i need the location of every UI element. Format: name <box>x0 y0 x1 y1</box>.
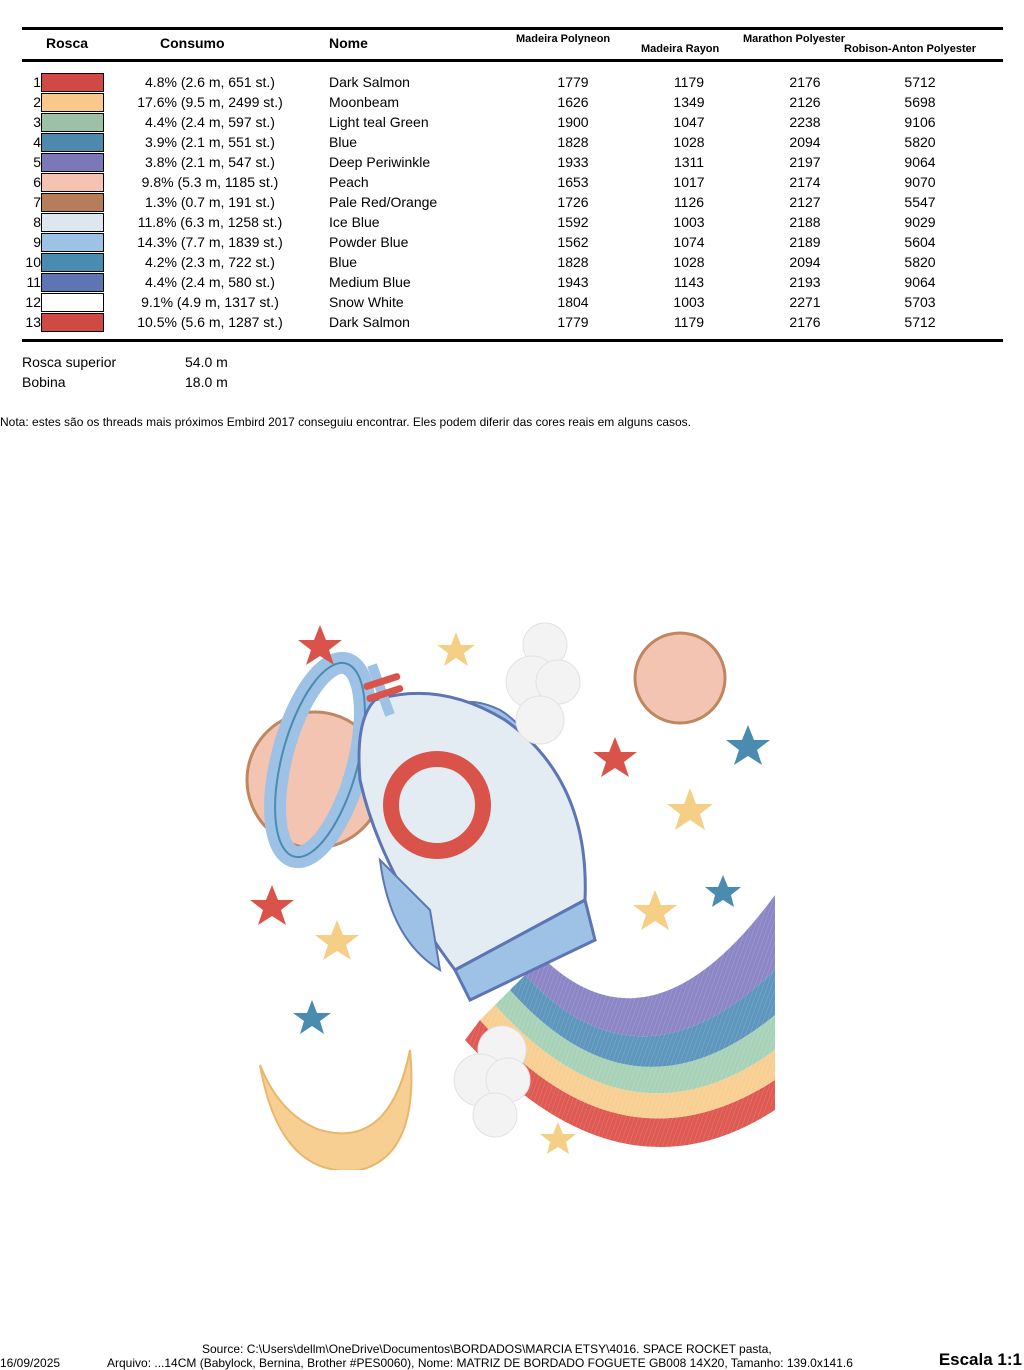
marathon-polyester-code: 2174 <box>789 174 821 190</box>
madeira-polyneon-code: 1779 <box>557 74 589 90</box>
consumption: 11.8% (6.3 m, 1258 st.) <box>137 214 283 230</box>
madeira-polyneon-code: 1828 <box>557 254 589 270</box>
thread-name: Dark Salmon <box>329 314 410 330</box>
robison-anton-code: 5820 <box>904 134 936 150</box>
rosca-superior-value: 54.0 m <box>185 354 228 370</box>
thread-name: Moonbeam <box>329 94 400 110</box>
consumption: 4.4% (2.4 m, 597 st.) <box>145 114 275 130</box>
color-swatch <box>41 73 104 92</box>
thread-number: 13 <box>25 314 41 330</box>
cloud-icon <box>506 623 580 744</box>
marathon-polyester-code: 2189 <box>789 234 821 250</box>
marathon-polyester-code: 2176 <box>789 314 821 330</box>
scale-label: Escala 1:1 <box>938 1350 1022 1369</box>
header-nome: Nome <box>329 35 368 51</box>
header-consumo: Consumo <box>160 35 225 51</box>
thread-name: Dark Salmon <box>329 74 410 90</box>
thread-name: Blue <box>329 254 358 270</box>
table-row <box>0 192 1024 212</box>
thread-name: Ice Blue <box>329 214 380 230</box>
thread-number: 6 <box>33 174 41 190</box>
rosca-superior-label: Rosca superior <box>22 354 117 370</box>
madeira-rayon-code: 1003 <box>673 214 705 230</box>
robison-anton-code: 5547 <box>904 194 936 210</box>
madeira-rayon-code: 1003 <box>673 294 705 310</box>
madeira-polyneon-code: 1653 <box>557 174 589 190</box>
color-swatch <box>41 173 104 192</box>
table-row <box>0 152 1024 172</box>
color-swatch <box>41 213 104 232</box>
thread-number: 5 <box>33 154 41 170</box>
table-row <box>0 132 1024 152</box>
madeira-polyneon-code: 1828 <box>557 134 589 150</box>
marathon-polyester-code: 2094 <box>789 254 821 270</box>
footer-date: 16/09/2025 <box>0 1356 61 1370</box>
madeira-polyneon-code: 1779 <box>557 314 589 330</box>
marathon-polyester-code: 2094 <box>789 134 821 150</box>
marathon-polyester-code: 2127 <box>789 194 821 210</box>
color-swatch <box>41 313 104 332</box>
bobina-label: Bobina <box>22 374 66 390</box>
table-row <box>0 92 1024 112</box>
robison-anton-code: 5712 <box>904 74 936 90</box>
marathon-polyester-code: 2271 <box>789 294 821 310</box>
madeira-rayon-code: 1143 <box>673 274 705 290</box>
madeira-rayon-code: 1074 <box>673 234 705 250</box>
thread-name: Powder Blue <box>329 234 409 250</box>
color-swatch <box>41 133 104 152</box>
marathon-polyester-code: 2238 <box>789 114 821 130</box>
thread-number: 2 <box>33 94 41 110</box>
thread-number: 9 <box>33 234 41 250</box>
consumption: 3.8% (2.1 m, 547 st.) <box>145 154 275 170</box>
table-bottom-rule <box>22 339 1003 342</box>
peach-planet-icon <box>635 633 725 723</box>
madeira-polyneon-code: 1592 <box>557 214 589 230</box>
color-swatch <box>41 233 104 252</box>
thread-name: Peach <box>329 174 369 190</box>
thread-name: Medium Blue <box>329 274 411 290</box>
madeira-rayon-code: 1028 <box>673 254 705 270</box>
consumption: 10.5% (5.6 m, 1287 st.) <box>137 314 283 330</box>
table-row <box>0 232 1024 252</box>
madeira-rayon-code: 1047 <box>673 114 705 130</box>
madeira-polyneon-code: 1726 <box>557 194 589 210</box>
header-madeira-rayon: Madeira Rayon <box>641 43 720 55</box>
madeira-polyneon-code: 1943 <box>557 274 589 290</box>
marathon-polyester-code: 2193 <box>789 274 821 290</box>
madeira-polyneon-code: 1804 <box>557 294 589 310</box>
color-swatch <box>41 253 104 272</box>
header-marathon-polyester: Marathon Polyester <box>743 33 846 45</box>
consumption: 17.6% (9.5 m, 2499 st.) <box>137 94 283 110</box>
table-row <box>0 112 1024 132</box>
thread-name: Snow White <box>329 294 404 310</box>
madeira-rayon-code: 1179 <box>673 74 705 90</box>
marathon-polyester-code: 2197 <box>789 154 821 170</box>
thread-number: 3 <box>33 114 41 130</box>
consumption: 4.8% (2.6 m, 651 st.) <box>145 74 275 90</box>
table-header-rule <box>22 59 1003 62</box>
robison-anton-code: 9029 <box>904 214 936 230</box>
footer-source: Source: C:\Users\dellm\OneDrive\Documentos\BORDADOS\MARCIA ETSY\4016. SPACE ROCKET pasta, <box>202 1342 772 1356</box>
color-swatch <box>41 113 104 132</box>
marathon-polyester-code: 2188 <box>789 214 821 230</box>
moon-icon <box>260 1050 411 1170</box>
robison-anton-code: 5698 <box>904 94 936 110</box>
marathon-polyester-code: 2126 <box>789 94 821 110</box>
madeira-rayon-code: 1028 <box>673 134 705 150</box>
table-row <box>0 72 1024 92</box>
robison-anton-code: 5703 <box>904 294 936 310</box>
thread-number: 12 <box>25 294 41 310</box>
header-robison-anton-polyester: Robison-Anton Polyester <box>844 43 977 55</box>
robison-anton-code: 9064 <box>904 274 936 290</box>
madeira-polyneon-code: 1626 <box>557 94 589 110</box>
marathon-polyester-code: 2176 <box>789 74 821 90</box>
robison-anton-code: 9064 <box>904 154 936 170</box>
madeira-rayon-code: 1126 <box>673 194 705 210</box>
header-rosca: Rosca <box>46 35 89 51</box>
table-row <box>0 172 1024 192</box>
thread-number: 1 <box>33 74 41 90</box>
table-row <box>0 292 1024 312</box>
consumption: 14.3% (7.7 m, 1839 st.) <box>137 234 283 250</box>
table-row <box>0 312 1024 332</box>
thread-number: 10 <box>25 254 41 270</box>
table-row <box>0 272 1024 292</box>
color-swatch <box>41 93 104 112</box>
table-row <box>0 252 1024 272</box>
consumption: 4.4% (2.4 m, 580 st.) <box>145 274 275 290</box>
consumption: 9.1% (4.9 m, 1317 st.) <box>141 294 279 310</box>
embroidery-preview-image <box>240 610 790 1170</box>
robison-anton-code: 5712 <box>904 314 936 330</box>
thread-note: Nota: estes são os threads mais próximos Embird 2017 conseguiu encontrar. Eles podem diferir das cores reais em alguns casos. <box>0 415 692 429</box>
madeira-polyneon-code: 1933 <box>557 154 589 170</box>
header-madeira-polyneon: Madeira Polyneon <box>516 33 611 45</box>
madeira-rayon-code: 1017 <box>673 174 705 190</box>
thread-name: Blue <box>329 134 358 150</box>
bobina-value: 18.0 m <box>185 374 228 390</box>
color-swatch <box>41 153 104 172</box>
color-swatch <box>41 273 104 292</box>
robison-anton-code: 9106 <box>904 114 936 130</box>
consumption: 3.9% (2.1 m, 551 st.) <box>145 134 275 150</box>
madeira-polyneon-code: 1562 <box>557 234 589 250</box>
thread-name: Pale Red/Orange <box>329 194 438 210</box>
thread-name: Deep Periwinkle <box>329 154 431 170</box>
thread-number: 4 <box>33 134 41 150</box>
thread-number: 8 <box>33 214 41 230</box>
thread-number: 7 <box>33 194 41 210</box>
table-top-rule <box>22 27 1003 30</box>
madeira-rayon-code: 1349 <box>673 94 705 110</box>
thread-name: Light teal Green <box>329 114 429 130</box>
consumption: 9.8% (5.3 m, 1185 st.) <box>141 174 279 190</box>
robison-anton-code: 5820 <box>904 254 936 270</box>
thread-number: 11 <box>26 274 41 290</box>
consumption: 4.2% (2.3 m, 722 st.) <box>145 254 275 270</box>
madeira-rayon-code: 1311 <box>673 154 705 170</box>
robison-anton-code: 9070 <box>904 174 936 190</box>
madeira-rayon-code: 1179 <box>673 314 705 330</box>
madeira-polyneon-code: 1900 <box>557 114 589 130</box>
color-swatch <box>41 193 104 212</box>
color-swatch <box>41 293 104 312</box>
consumption: 1.3% (0.7 m, 191 st.) <box>145 194 275 210</box>
robison-anton-code: 5604 <box>904 234 936 250</box>
table-row <box>0 212 1024 232</box>
footer-arquivo: Arquivo: ...14CM (Babylock, Bernina, Brother #PES0060), Nome: MATRIZ DE BORDADO FOGUETE GB008 14X20, Tamanho: 139.0x141.6 <box>107 1356 853 1370</box>
